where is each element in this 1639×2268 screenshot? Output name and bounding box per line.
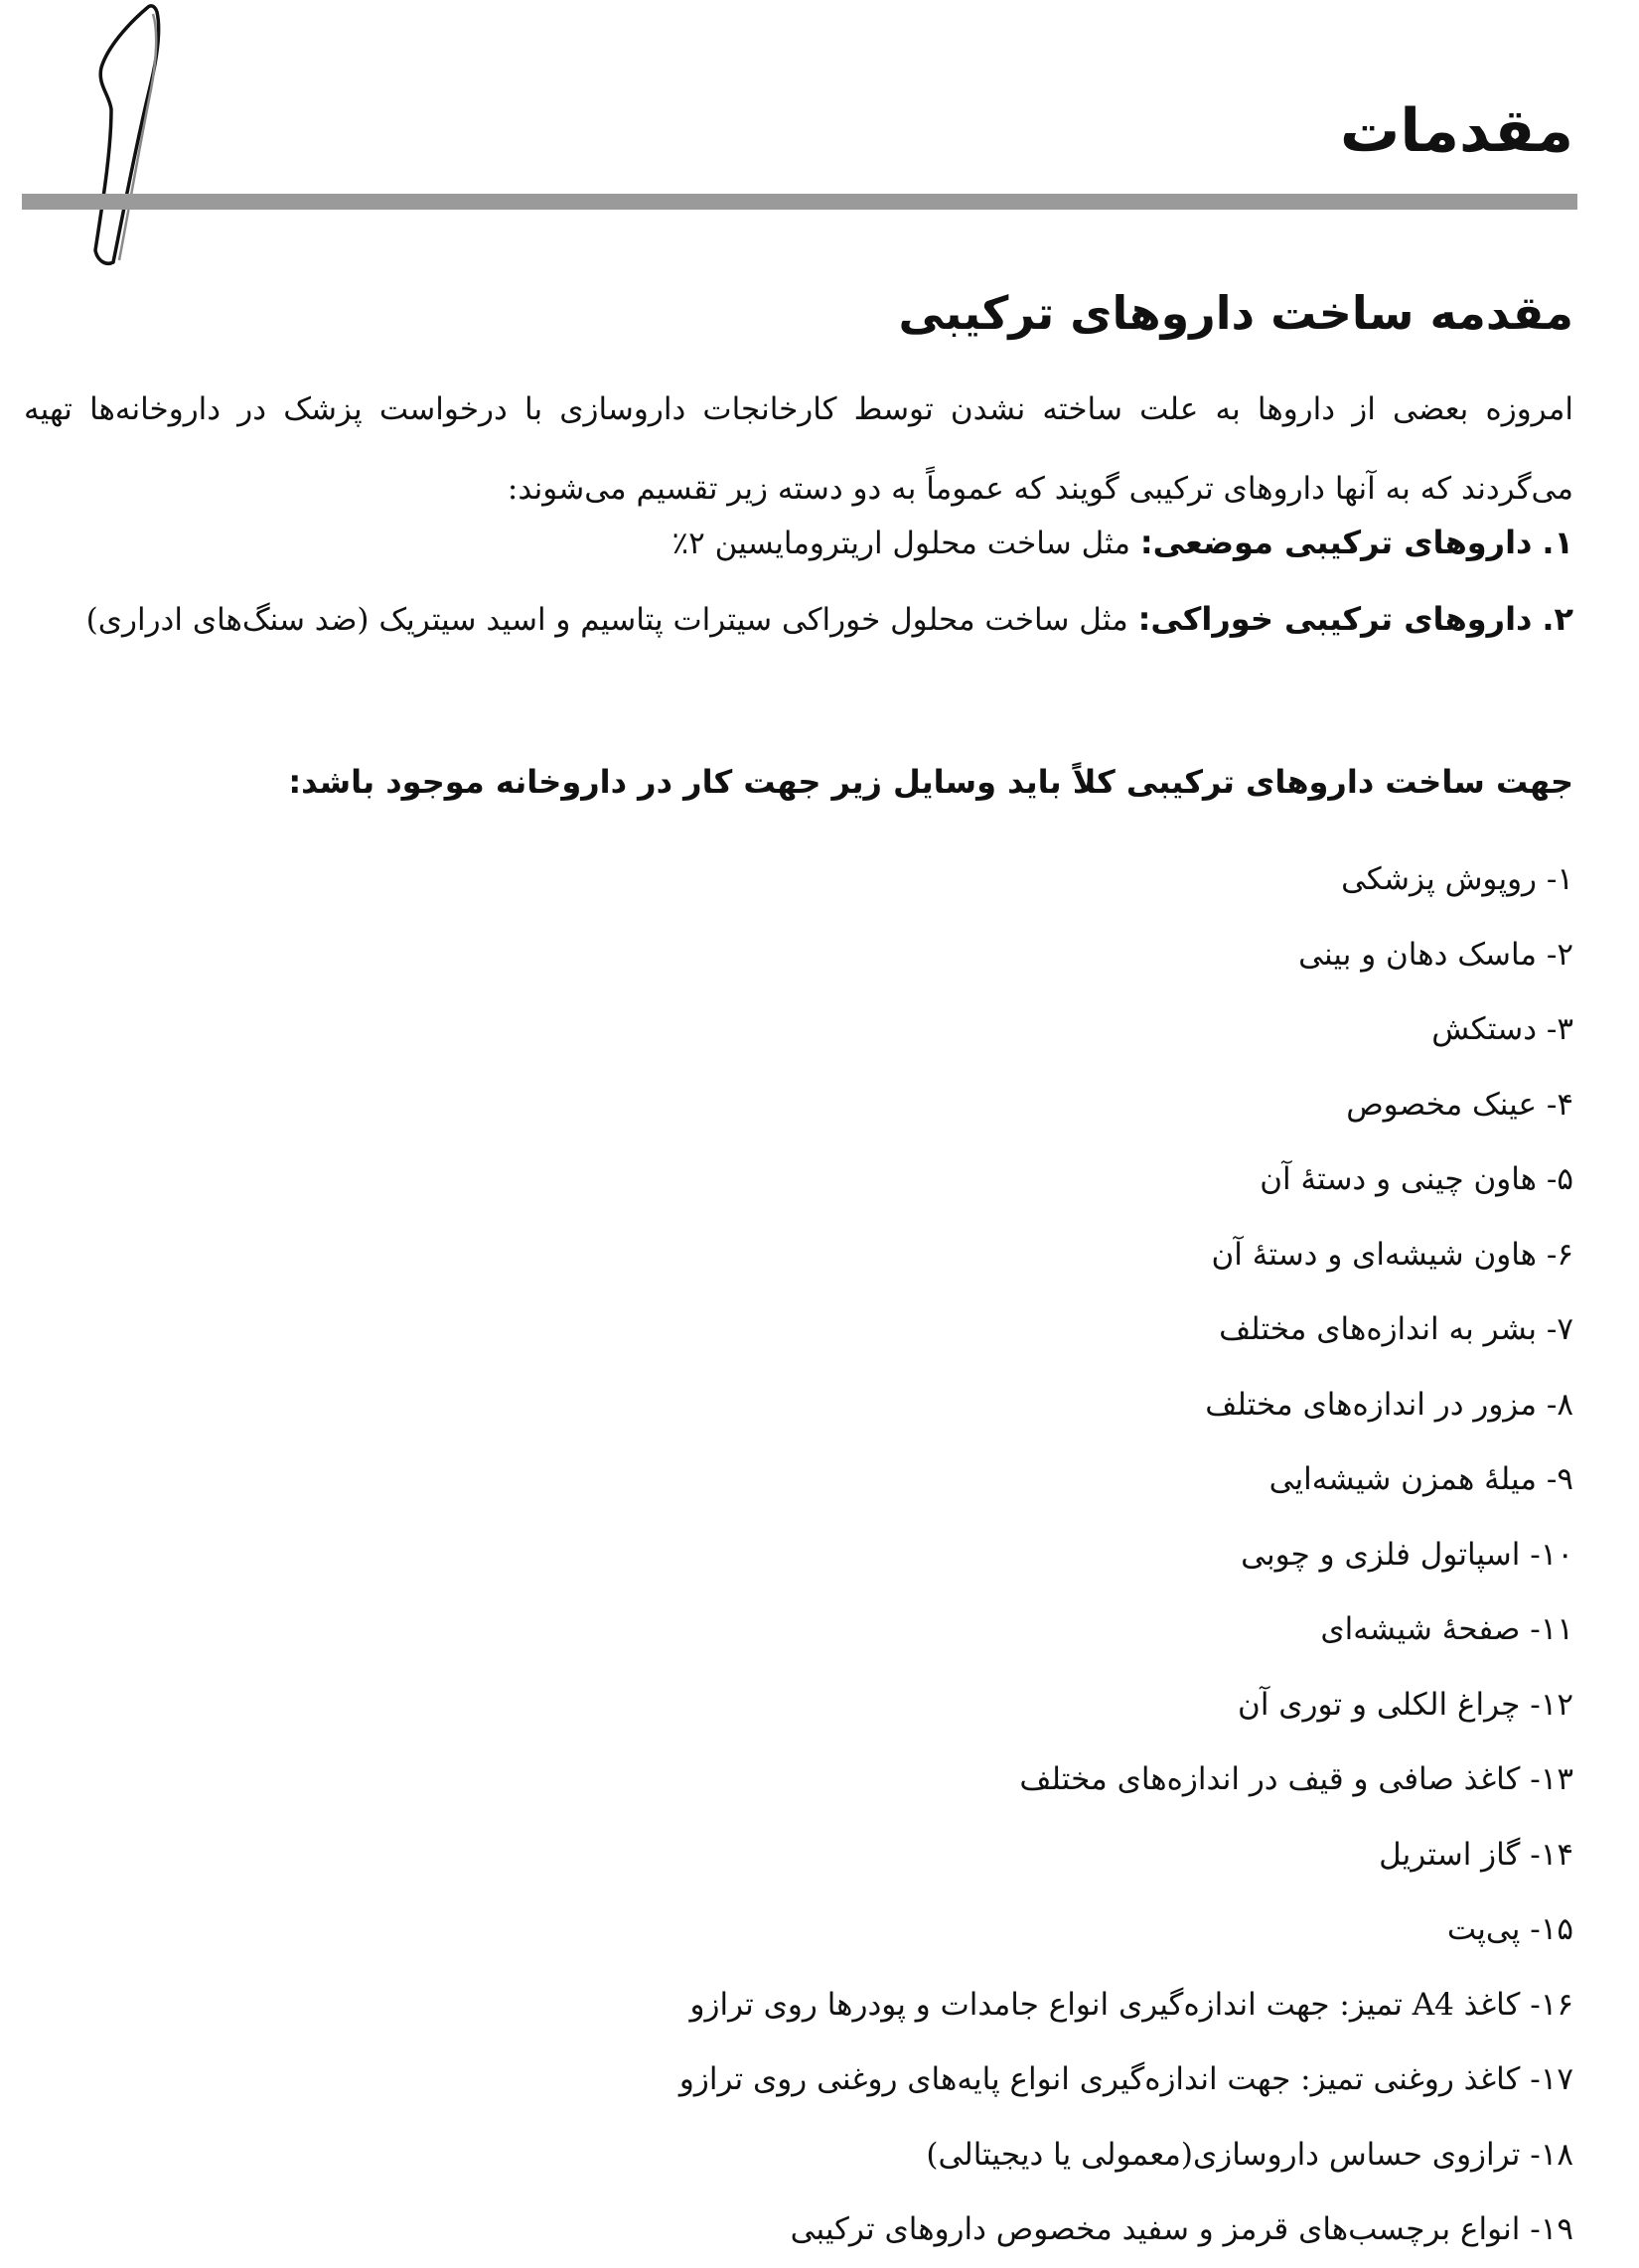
equipment-item: ۱۷- کاغذ روغنی تمیز: جهت اندازه‌گیری انواع پایه‌های روغنی روی ترازو: [678, 2061, 1573, 2097]
type-term: داروهای ترکیبی موضعی:: [1139, 524, 1533, 561]
compound-type-item: [24, 505, 1573, 581]
type-number: ۱.: [1542, 524, 1573, 561]
equipment-item: ۱۵- پی‌پت: [1446, 1911, 1573, 1947]
equipment-item: ۱۹- انواع برچسب‌های قرمز و سفید مخصوص داروهای ترکیبی: [790, 2211, 1573, 2247]
equipment-item: ۱۴- گاز استریل: [1379, 1836, 1573, 1873]
type-description: مثل ساخت محلول خوراکی سیترات پتاسیم و اسید سیتریک (ضد سنگ‌های ادراری): [85, 602, 1128, 638]
intro-paragraph: امروزه بعضی از داروها به علت ساخته نشدن توسط کارخانجات داروسازی با درخواست پزشک در داروخانه‌ها تهیه می‌گردند که به آنها داروهای ترکیبی گویند که عموماً به دو دسته زیر تقسیم می‌شوند:: [24, 391, 1573, 507]
type-description: مثل ساخت محلول اریترومایسین ۲٪: [671, 526, 1131, 561]
equipment-item: ۱۱- صفحهٔ شیشه‌ای: [1320, 1611, 1573, 1647]
equipment-item: ۱۰- اسپاتول فلزی و چوبی: [1241, 1536, 1573, 1573]
equipment-item: ۸- مزور در اندازه‌های مختلف: [1205, 1386, 1573, 1423]
compound-type-item: [24, 581, 1573, 658]
equipment-item: ۵- هاون چینی و دستهٔ آن: [1260, 1161, 1573, 1197]
section-heading: مقدمه ساخت داروهای ترکیبی: [898, 286, 1573, 340]
equipment-list: [24, 842, 1573, 2268]
equipment-item: ۱۳- کاغذ صافی و قیف در اندازه‌های مختلف: [1019, 1761, 1573, 1797]
equipment-heading: جهت ساخت داروهای ترکیبی کلاً باید وسایل زیر جهت کار در داروخانه موجود باشد:: [288, 763, 1573, 801]
equipment-item: ۱- روپوش پزشکی: [1341, 861, 1573, 897]
equipment-item: ۱۶- کاغذ A4 تمیز: جهت اندازه‌گیری انواع جامدات و پودرها روی ترازو: [689, 1986, 1573, 2023]
equipment-item: ۲- ماسک دهان و بینی: [1298, 936, 1573, 973]
chapter-number-one-graphic: [87, 0, 177, 273]
compound-types-list: [24, 505, 1573, 658]
equipment-item: ۱۸- ترازوی حساس داروسازی(معمولی یا دیجیتالی): [926, 2136, 1573, 2173]
chapter-divider: [22, 194, 1577, 210]
type-term: داروهای ترکیبی خوراکی:: [1137, 600, 1533, 638]
equipment-item: ۹- میلهٔ همزن شیشه‌ایی: [1268, 1461, 1573, 1497]
equipment-item: ۷- بشر به اندازه‌های مختلف: [1219, 1311, 1573, 1347]
type-number: ۲.: [1542, 600, 1573, 638]
equipment-item: ۱۲- چراغ الکلی و توری آن: [1238, 1686, 1573, 1723]
equipment-item: ۳- دستکش: [1431, 1011, 1573, 1047]
equipment-item: ۶- هاون شیشه‌ای و دستهٔ آن: [1211, 1236, 1573, 1273]
chapter-title: مقدمات: [1340, 96, 1573, 166]
equipment-item: ۴- عینک مخصوص: [1346, 1086, 1573, 1123]
